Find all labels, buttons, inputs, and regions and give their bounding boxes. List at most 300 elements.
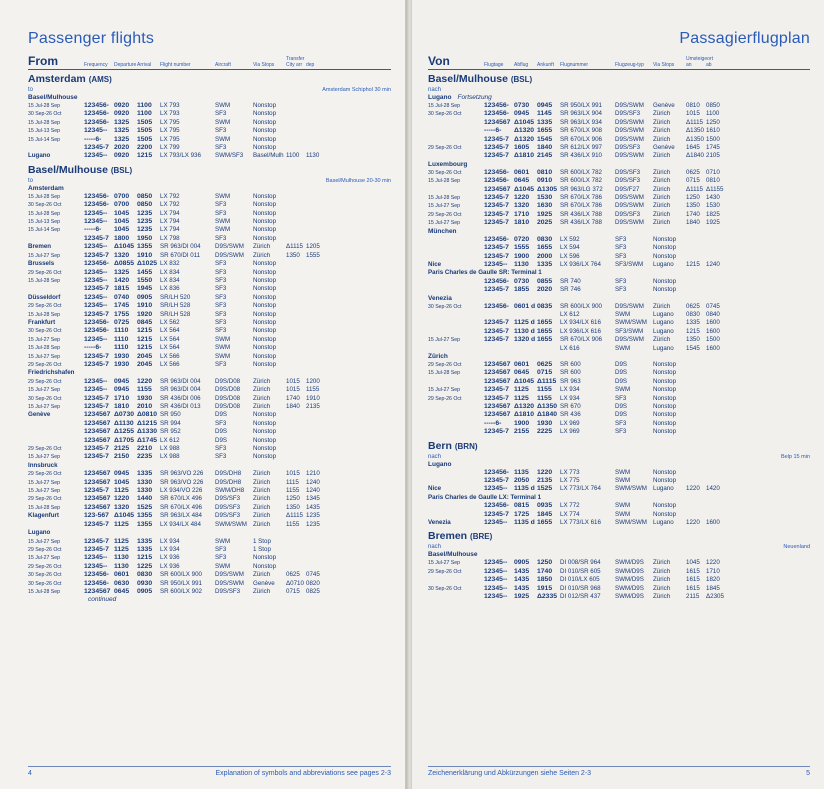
flight-cell: 15 Jul-27 Sep — [428, 560, 461, 567]
flight-cell — [428, 378, 484, 386]
flight-cell: 0601 d — [514, 302, 536, 310]
flight-cell: 29 Sep-26 Oct — [28, 471, 62, 478]
flight-cell: LX 793 — [160, 110, 180, 118]
flight-cell: D9S/SF3 — [215, 503, 241, 511]
flight-cell — [782, 494, 796, 502]
flight-cell — [286, 462, 306, 470]
flight-cell: LX 792 — [160, 201, 180, 209]
flight-cell: 1820 — [706, 576, 720, 584]
flight-cell: LX 774 — [560, 510, 580, 518]
flight-row — [28, 369, 391, 377]
flight-cell: 1135 — [514, 468, 529, 476]
flight-cell: 1325 — [114, 127, 130, 135]
flight-cell: SF3 — [215, 453, 227, 461]
flight-cell: 0920 — [114, 102, 130, 109]
flight-row — [28, 462, 391, 470]
flight-cell: Δ1130 — [114, 419, 134, 427]
origin-title — [428, 73, 810, 86]
flight-cell: 1930 — [537, 419, 553, 427]
flight-cell: SWM — [615, 510, 631, 518]
flight-cell: 15 Jul-27 Sep — [428, 337, 461, 344]
flight-cell: 1655 — [537, 127, 553, 135]
flight-cell: 1430 — [706, 194, 720, 202]
flight-cell: Nonstop — [253, 302, 277, 310]
flight-cell: 1925 — [537, 210, 553, 218]
flight-cell: 1220 — [537, 468, 553, 476]
flight-cell — [84, 462, 114, 470]
flight-cell — [428, 328, 484, 336]
flight-cell: 12345-7 — [84, 445, 109, 453]
flight-cell: LX 564 — [160, 344, 180, 352]
flight-cell — [677, 494, 693, 502]
flight-cell: 123456- — [84, 201, 109, 209]
flight-cell — [686, 428, 706, 436]
flight-cell — [428, 420, 484, 428]
flight-cell: LX 969 — [560, 419, 580, 427]
flight-cell: LX 936/LX 764 — [560, 260, 601, 268]
flight-cell — [706, 469, 726, 477]
flight-cell: 1130 — [114, 562, 129, 570]
flight-cell — [114, 462, 137, 470]
flight-cell: 2200 — [137, 144, 153, 152]
flight-cell: LX 773 — [560, 468, 580, 476]
flight-cell: LX 795 — [160, 127, 180, 135]
flight-cell: Frankfurt — [28, 318, 56, 326]
flight-cell: Δ1045 — [514, 118, 535, 126]
flight-row — [428, 420, 810, 428]
flight-cell — [639, 269, 660, 277]
flight-row — [28, 361, 391, 369]
flight-cell: 1725 — [514, 510, 530, 518]
flight-cell: 0645 — [514, 369, 530, 377]
flight-cell: Nonstop — [653, 477, 677, 485]
flight-cell: Zürich — [253, 386, 271, 394]
flight-cell: SR 600/LX 900 — [160, 571, 202, 579]
flight-cell — [137, 369, 160, 377]
flight-cell — [428, 469, 484, 477]
flight-cell: 1234567 — [84, 495, 111, 503]
flight-cell: 1100 — [286, 152, 300, 160]
flight-cell — [286, 546, 306, 554]
flight-cell: Δ1330 — [137, 428, 158, 436]
flight-cell — [306, 302, 326, 310]
flight-cell: SF3 — [215, 144, 227, 152]
flight-cell: 1930 — [114, 352, 130, 360]
flight-cell: 0945 — [114, 377, 130, 385]
origin-name: Amsterdam — [28, 73, 86, 85]
flight-cell: 0700 — [114, 192, 130, 200]
flight-row — [428, 286, 810, 294]
flight-cell: Nonstop — [253, 335, 277, 343]
flight-cell: 15 Jul-27 Sep — [428, 220, 461, 227]
flight-cell: 1215 — [137, 344, 153, 352]
flight-cell: 2025 — [537, 219, 553, 227]
flight-row — [428, 485, 810, 493]
flight-cell: SWM — [215, 344, 231, 352]
flight-cell: SF3 — [615, 244, 627, 252]
flight-row — [28, 378, 391, 386]
flight-cell: 12345-7 — [84, 403, 109, 410]
flight-cell: SR 670 — [560, 403, 581, 410]
flight-cell: Zürich — [653, 567, 671, 575]
flight-row — [28, 554, 391, 562]
flight-cell: 1115 — [286, 478, 299, 486]
flight-cell: LX 799 — [160, 144, 180, 152]
flight-row — [428, 261, 810, 269]
airport-link-info: Belp 15 min — [780, 453, 810, 460]
flight-cell: 12345-7 — [84, 251, 109, 259]
flight-cell: 0745 — [706, 302, 720, 310]
flight-cell: D9S/SF3 — [215, 587, 241, 595]
flight-cell: -----6- — [484, 127, 502, 135]
flight-cell: 29 Sep-26 Oct — [28, 361, 62, 368]
flight-cell: Zürich — [653, 336, 671, 344]
destination-label: Zürich — [428, 352, 448, 360]
flight-row — [28, 571, 391, 579]
flight-cell: SWM/D9S — [615, 584, 644, 592]
flight-cell: 30 Sep-26 Oct — [28, 580, 62, 587]
flight-cell: Δ1115 — [537, 377, 557, 385]
page-footer — [28, 766, 391, 777]
flight-cell: D9S — [215, 411, 228, 419]
flight-cell: Zürich — [653, 177, 671, 185]
flight-cell: 1710 — [706, 567, 720, 575]
flight-cell: LX 798 — [160, 234, 180, 242]
flight-cell: 1320 — [114, 503, 130, 511]
flight-cell: 0945 — [514, 110, 530, 118]
flight-cell: Zürich — [653, 135, 671, 143]
flight-cell — [537, 345, 560, 353]
flight-cell — [286, 529, 306, 537]
flight-cell — [706, 502, 726, 510]
flight-cell: 12345-- — [84, 562, 108, 570]
flight-cell: 15 Jul-27 Sep — [28, 252, 61, 259]
flight-cell: SR 963/LG 372 — [560, 185, 603, 193]
flight-cell: 1500 — [706, 336, 720, 344]
flight-cell — [84, 529, 114, 537]
flight-cell: SWM — [215, 135, 231, 143]
flight-cell: Brussels — [28, 260, 55, 268]
flight-cell: 1045 — [114, 218, 130, 226]
flight-cell — [215, 369, 253, 377]
flight-cell: 2105 — [706, 152, 720, 160]
flight-cell — [306, 285, 326, 293]
flight-cell: 1015 — [286, 386, 300, 394]
flight-cell: LX 934 — [160, 537, 180, 545]
flight-cell: LX 773/LX 616 — [560, 519, 601, 527]
flight-cell: 0715 — [286, 587, 300, 595]
flight-cell: 0810 — [686, 102, 700, 109]
flight-cell: SR 963/DI 004 — [160, 386, 201, 394]
origin-code: (BSL) — [510, 75, 533, 84]
flight-row — [28, 235, 391, 243]
flight-cell: SR 746 — [560, 286, 581, 294]
flight-cell — [84, 369, 114, 377]
flight-cell: 29 Sep-26 Oct — [28, 303, 62, 310]
flight-cell — [160, 369, 215, 377]
flight-cell: 12345-7 — [484, 394, 509, 402]
flight-cell — [286, 411, 306, 419]
flight-cell: 1235 — [306, 512, 320, 520]
flight-cell: 1130 d — [514, 327, 535, 335]
flight-cell: Δ1215 — [137, 419, 158, 427]
flight-cell: LX 795 — [160, 135, 180, 143]
origin-name: Basel/Mulhouse — [428, 73, 508, 85]
connection-line — [428, 543, 810, 551]
flight-cell: Zürich — [253, 487, 271, 495]
flight-cell: 0920 — [114, 110, 130, 118]
flight-cell: D9S — [615, 369, 628, 377]
flight-row — [28, 470, 391, 478]
flight-cell: Lugano — [653, 310, 674, 318]
flight-cell: D9S/SWM — [615, 194, 644, 202]
flight-cell: 0905 — [137, 293, 153, 301]
flight-cell: SF3 — [215, 110, 227, 118]
flight-cell: 1335 — [537, 260, 553, 268]
flight-row — [428, 403, 810, 411]
flight-cell: LX 564 — [160, 335, 180, 343]
flight-cell: 0745 — [306, 571, 320, 579]
flight-cell: 1240 — [306, 487, 320, 495]
flight-cell: LX 936 — [160, 554, 180, 562]
flight-cell: Δ1115 — [686, 185, 703, 193]
footer-note: Explanation of symbols and abbreviations see pages 2-3 — [215, 770, 391, 777]
to-label: to — [28, 177, 34, 184]
flight-cell: 12345-- — [484, 593, 508, 601]
flight-cell — [28, 420, 84, 428]
flight-cell: 1920 — [137, 310, 153, 318]
flight-row — [28, 437, 391, 445]
flight-cell — [286, 361, 306, 369]
flight-cell — [706, 361, 726, 369]
flight-cell — [28, 428, 84, 436]
flight-row — [428, 361, 810, 369]
flight-cell: LX 612 — [160, 436, 180, 444]
flight-cell: 2225 — [537, 428, 553, 436]
header-cell: Flugnummer — [560, 62, 589, 68]
flight-cell: Nonstop — [253, 192, 277, 200]
flight-cell: Nice — [428, 485, 442, 493]
flight-cell: 15 Jul-28 Sep — [28, 193, 61, 200]
flight-cell: SF3 — [615, 235, 627, 243]
flight-cell — [28, 235, 84, 243]
flight-cell: 1045 — [114, 209, 130, 217]
flight-cell — [686, 411, 706, 419]
flight-row — [428, 494, 810, 502]
flight-cell — [286, 136, 306, 144]
flight-cell: 12345-7 — [484, 219, 509, 227]
flight-cell: 1250 — [537, 559, 553, 567]
flight-cell: 0945 — [114, 470, 130, 478]
flight-cell: 1235 — [137, 218, 153, 226]
flight-cell: 2010 — [137, 403, 153, 410]
origin-code: (BRN) — [454, 441, 478, 451]
flight-cell: SF3 — [215, 360, 227, 368]
flight-rows — [428, 102, 810, 161]
flight-row — [28, 453, 391, 461]
flight-cell: 1125 — [514, 386, 529, 394]
flight-cell: Paris Charles de Gaulle SR: Terminal 1 — [428, 269, 542, 277]
flight-cell: 1234567 — [84, 587, 111, 595]
flight-cell: Zürich — [253, 520, 271, 528]
flight-cell: Lugano — [653, 519, 674, 527]
flight-cell — [428, 403, 484, 411]
flight-cell: 1215 — [137, 152, 153, 160]
flight-cell: 1740 — [286, 394, 300, 402]
flight-cell: Zürich — [653, 168, 671, 176]
flight-cell — [306, 218, 326, 226]
flight-cell — [428, 253, 484, 261]
flight-cell — [706, 244, 726, 252]
flight-cell: Zürich — [253, 503, 271, 511]
flight-cell: Nonstop — [653, 369, 677, 377]
flight-cell: 12345-7 — [484, 477, 509, 485]
flight-cell: D9S/SF3 — [615, 177, 641, 185]
flight-cell: 1234567 — [84, 411, 111, 419]
flight-cell: Δ1350 — [686, 135, 704, 143]
flight-cell: Innsbruck — [28, 461, 58, 469]
flight-row — [428, 219, 810, 227]
flight-cell: 1110 — [114, 327, 129, 335]
flight-cell: 12345-- — [84, 386, 108, 394]
flight-row — [428, 593, 810, 601]
flight-cell: 1234567 — [484, 403, 511, 410]
flight-cell: 15 Jul-28 Sep — [28, 103, 61, 109]
flight-cell — [160, 529, 215, 537]
flight-cell: Nonstop — [653, 419, 677, 427]
flight-cell: 123456- — [484, 235, 509, 243]
flight-cell: D9S/SF3 — [615, 168, 641, 176]
flight-cell: 1545 — [686, 344, 700, 352]
flight-cell: 1615 — [686, 576, 700, 584]
flight-cell: Δ2335 — [537, 593, 558, 601]
flight-cell — [28, 521, 84, 529]
flight-cell: SR 436/LX 788 — [560, 219, 602, 227]
flight-cell: 0601 — [514, 168, 530, 176]
flight-cell: LX 794 — [160, 226, 180, 234]
flight-cell: 30 Sep-26 Oct — [28, 572, 62, 579]
flight-cell: SR 963/DI 004 — [160, 243, 201, 251]
flight-cell — [306, 344, 326, 352]
flight-cell: 12345-- — [84, 127, 108, 135]
flight-cell: 2210 — [137, 445, 153, 453]
flight-cell: LX 564 — [160, 327, 180, 335]
flight-row — [428, 136, 810, 144]
flight-row — [428, 502, 810, 510]
flight-cell: 1045 — [114, 478, 130, 486]
flight-row — [28, 386, 391, 394]
flight-cell: Zürich — [653, 219, 671, 227]
flight-cell: Δ1115 — [286, 512, 303, 520]
flight-cell: 1335 — [137, 545, 153, 553]
flight-cell: 0740 — [114, 293, 130, 301]
flight-cell: 1525 — [137, 503, 153, 511]
flight-cell: LX 934 — [560, 386, 580, 394]
flight-cell: 12345-- — [84, 209, 108, 217]
flight-row — [28, 152, 391, 160]
flight-cell: D9S — [615, 403, 628, 410]
flight-cell: 2125 — [114, 445, 130, 453]
flight-cell — [706, 378, 726, 386]
flight-cell: Nonstop — [253, 318, 277, 326]
flight-cell: 12345-7 — [84, 520, 109, 528]
flight-cell: 1220 — [137, 377, 153, 385]
flight-cell: Nonstop — [653, 244, 677, 252]
origin-title — [428, 440, 810, 453]
flight-cell: 0835 — [537, 302, 553, 310]
flight-cell: 1350 — [286, 251, 300, 259]
flight-cell — [428, 286, 484, 294]
flight-cell: SR 670/LX 908 — [560, 127, 602, 135]
flight-cell: 15 Jul-28 Sep — [28, 311, 61, 318]
flight-row — [28, 445, 391, 453]
flight-cell: 1235 — [137, 226, 153, 234]
flight-blocks — [28, 73, 391, 596]
flight-cell: 1900 — [514, 252, 530, 260]
flight-cell: 1615 — [686, 567, 700, 575]
flight-cell: SR 600 — [560, 369, 581, 377]
flight-cell: Δ1320 — [514, 403, 535, 410]
destination-label: München — [428, 227, 457, 235]
flight-cell: 1500 — [706, 135, 720, 143]
flight-cell: SF3 — [615, 252, 627, 260]
flight-cell: 1945 — [137, 285, 153, 293]
flight-cell: 1435 — [306, 503, 320, 511]
flight-cell: SWM — [615, 502, 631, 510]
to-label: nach — [428, 453, 442, 460]
flight-cell: Nonstop — [653, 403, 677, 410]
flight-cell: D9S/SWM — [615, 118, 644, 126]
flight-cell: 1355 — [137, 512, 153, 520]
flight-cell — [286, 218, 306, 226]
flight-cell: D9S/SWM — [615, 102, 644, 109]
flight-cell: 15 Jul-28 Sep — [428, 178, 461, 185]
flight-cell — [306, 353, 326, 361]
flight-cell: Zürich — [653, 302, 671, 310]
flight-cell: SR 952 — [160, 428, 181, 436]
flight-cell: SWM — [215, 218, 231, 226]
flight-cell: 1910 — [137, 251, 153, 259]
flight-cell: SF3 — [615, 428, 627, 436]
flight-cell: 15 Jul-28 Sep — [28, 504, 61, 511]
flight-cell: SWM — [215, 102, 231, 109]
flight-cell: 1900 — [514, 419, 530, 427]
flight-cell: 1234567 — [84, 470, 111, 478]
flight-cell: LX 934/LX 616 — [560, 319, 601, 327]
flight-cell: Nonstop — [653, 277, 677, 285]
flight-row — [28, 294, 391, 302]
flight-cell: 12345-- — [484, 584, 508, 592]
flight-cell: 15 Jul-27 Sep — [28, 555, 61, 562]
flight-cell: 12345-- — [84, 268, 108, 276]
flight-cell: DI 012/SR 437 — [560, 593, 601, 601]
flight-cell: SWM/SF3 — [215, 152, 244, 160]
flight-cell: SF3 — [615, 419, 627, 427]
flight-cell — [686, 395, 706, 403]
flight-cell: Klagenfurt — [28, 512, 59, 520]
flight-cell: SR 670/LX 786 — [560, 194, 602, 202]
flight-cell: Δ1350 — [686, 127, 704, 135]
flight-cell: 0710 — [706, 168, 720, 176]
flight-cell: 0850 — [137, 201, 153, 209]
flight-cell: Zürich — [253, 512, 271, 520]
connection-line — [428, 86, 810, 94]
flight-cell: SWM — [615, 477, 631, 485]
flight-cell — [306, 369, 326, 377]
flight-row — [28, 102, 391, 110]
flight-cell: 29 Sep-26 Oct — [28, 546, 62, 553]
header-cell: ab — [706, 62, 712, 68]
